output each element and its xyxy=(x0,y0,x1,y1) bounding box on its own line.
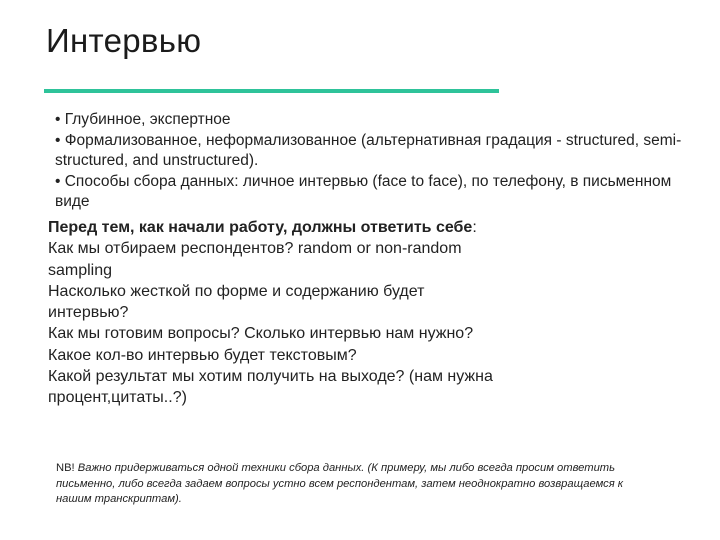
question-item: Насколько жесткой по форме и содержанию будет интервью? xyxy=(48,282,425,322)
main-text xyxy=(48,217,498,409)
nb-note xyxy=(56,461,656,508)
main-heading-bold: Перед тем, как начали работу, должны ответить себе xyxy=(48,219,473,236)
bullet-item: • Способы сбора данных: личное интервью (face to face), по телефону, в письменном виде xyxy=(55,172,672,210)
question-item: Как мы готовим вопросы? Сколько интервью нам нужно? Какое кол-во интервью будет текстовым? xyxy=(48,325,474,364)
question-item: Какой результат мы хотим получить на выходе? (нам нужна процент,цитаты..?) xyxy=(48,368,493,407)
nb-label: NB! xyxy=(56,462,75,474)
slide-title: Интервью xyxy=(46,22,202,59)
bullet-item: • Глубинное, экспертное xyxy=(55,111,231,128)
bullet-list xyxy=(55,110,695,213)
main-heading xyxy=(48,217,498,238)
nb-text: Важно придерживаться одной техники сбора данных. (К примеру, мы либо всегда просим ответить письменно, либо всегда задаем вопросы устно всем респондентам, затем неоднократно возвращаемся к нашим транскриптам). xyxy=(56,462,624,505)
main-heading-tail: : xyxy=(472,219,477,236)
title-underline xyxy=(44,89,499,93)
question-item: Как мы отбираем респондентов? random or non-random sampling xyxy=(48,240,462,279)
bullet-item: • Формализованное, неформализованное (альтернативная градация - structured, semi-structured, and unstructured). xyxy=(55,131,682,169)
